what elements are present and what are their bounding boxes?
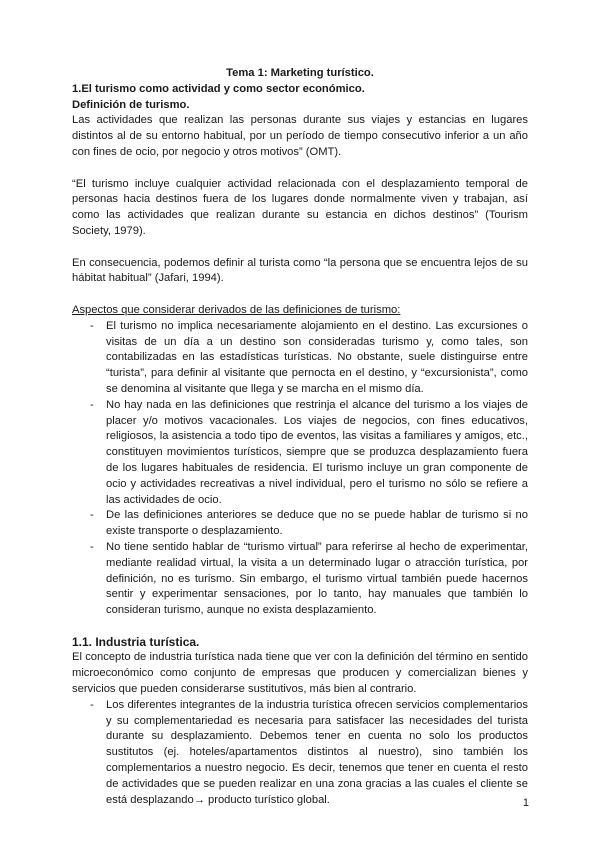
document-page — [72, 66, 528, 808]
list-item: - El turismo no implica necesariamente alojamiento en el destino. Las excursiones o visitas de un día a un destino son consideradas turismo y, como tales, son contabilizadas en las estadísticas turísticas. No obstante, suele distinguirse entre “turista”, para definir al visitante que pernocta en el destino, y “excursionista”, como se denomina al visitante que llega y se marcha en el mismo día. — [90, 319, 528, 395]
list-item: - No tiene sentido hablar de “turismo virtual” para referirse al hecho de experimentar, mediante realidad virtual, la visita a un determinado lugar o atracción turística, por definición, no es turismo. Sin embargo, el turismo virtual también puede hacernos sentir y experimentar sensaciones, por lo tanto, hay manuales que también lo consideran turismo, aunque no exista desplazamiento. — [90, 540, 528, 617]
definition-heading: Definición de turismo. — [72, 98, 190, 111]
list-item: - No hay nada en las definiciones que restrinja el alcance del turismo a los viajes de placer y/o motivos vacacionales. Los viajes de negocios, con fines educativos, religiosos, la asistencia a todo tipo de eventos, las visitas a familiares y amigos, etc., constituyen movimientos turísticos, siempre que se produzca desplazamiento fuera de los lugares habituales de residencia. El turismo incluye un gran componente de ocio y actividades recreativas a nivel individual, pero el turismo no sólo se refiere a las actividades de ocio. — [90, 398, 528, 506]
paragraph-tourism-society: “El turismo incluye cualquier actividad relacionada con el desplazamiento temporal de personas hacia destinos fuera de los lugares donde normalmente viven y trabajan, así como las actividades que realizan durante su estancia en dichos destinos” (Tourism Society, 1979). — [72, 177, 528, 237]
paragraph-jafari: En consecuencia, podemos definir al turista como “la persona que se encuentra lejos de su hábitat habitual” (Jafari, 1994). — [72, 256, 528, 285]
paragraph-industry-concept: El concepto de industria turística nada tiene que ver con la definición del término en sentido microeconómico como conjunto de empresas que producen y comercializan bienes y servicios que pueden considerarse sustitutivos, más bien al contrario. — [72, 651, 528, 696]
aspects-list — [72, 319, 528, 619]
list-item: - Los diferentes integrantes de la industria turística ofrecen servicios complementarios y su complementariedad es necesaria para satisfacer las necesidades del turista durante su desplazamiento. Debemos tener en cuenta no solo los productos sustitutos (ej. hoteles/apartamentos distintos al nuestro), sino también los complementarios a nuestro negocio. Es decir, tenemos que tener en cuenta el resto de actividades que se pueden realizar en una zona gracias a las cuales el cliente se está desplazando→ producto turístico global. — [90, 698, 528, 806]
section-1-1-heading: 1.1. Industria turística. — [72, 634, 200, 649]
paragraph-omt-definition: Las actividades que realizan las personas durante sus viajes y estancias en lugares distintos al de su entorno habitual, por un período de tiempo consecutivo inferior a un año con fines de ocio, por negocio y otros motivos” (OMT). — [72, 114, 528, 158]
document-title: Tema 1: Marketing turístico. — [226, 67, 374, 79]
industry-list — [72, 698, 528, 809]
section-1-heading: 1.El turismo como actividad y como sector económico. — [72, 82, 365, 95]
page-number: 1 — [522, 797, 529, 809]
list-item: - De las definiciones anteriores se deduce que no se puede hablar de turismo si no existe transporte o desplazamiento. — [90, 509, 528, 538]
aspects-heading: Aspectos que considerar derivados de las definiciones de turismo: — [72, 303, 401, 316]
